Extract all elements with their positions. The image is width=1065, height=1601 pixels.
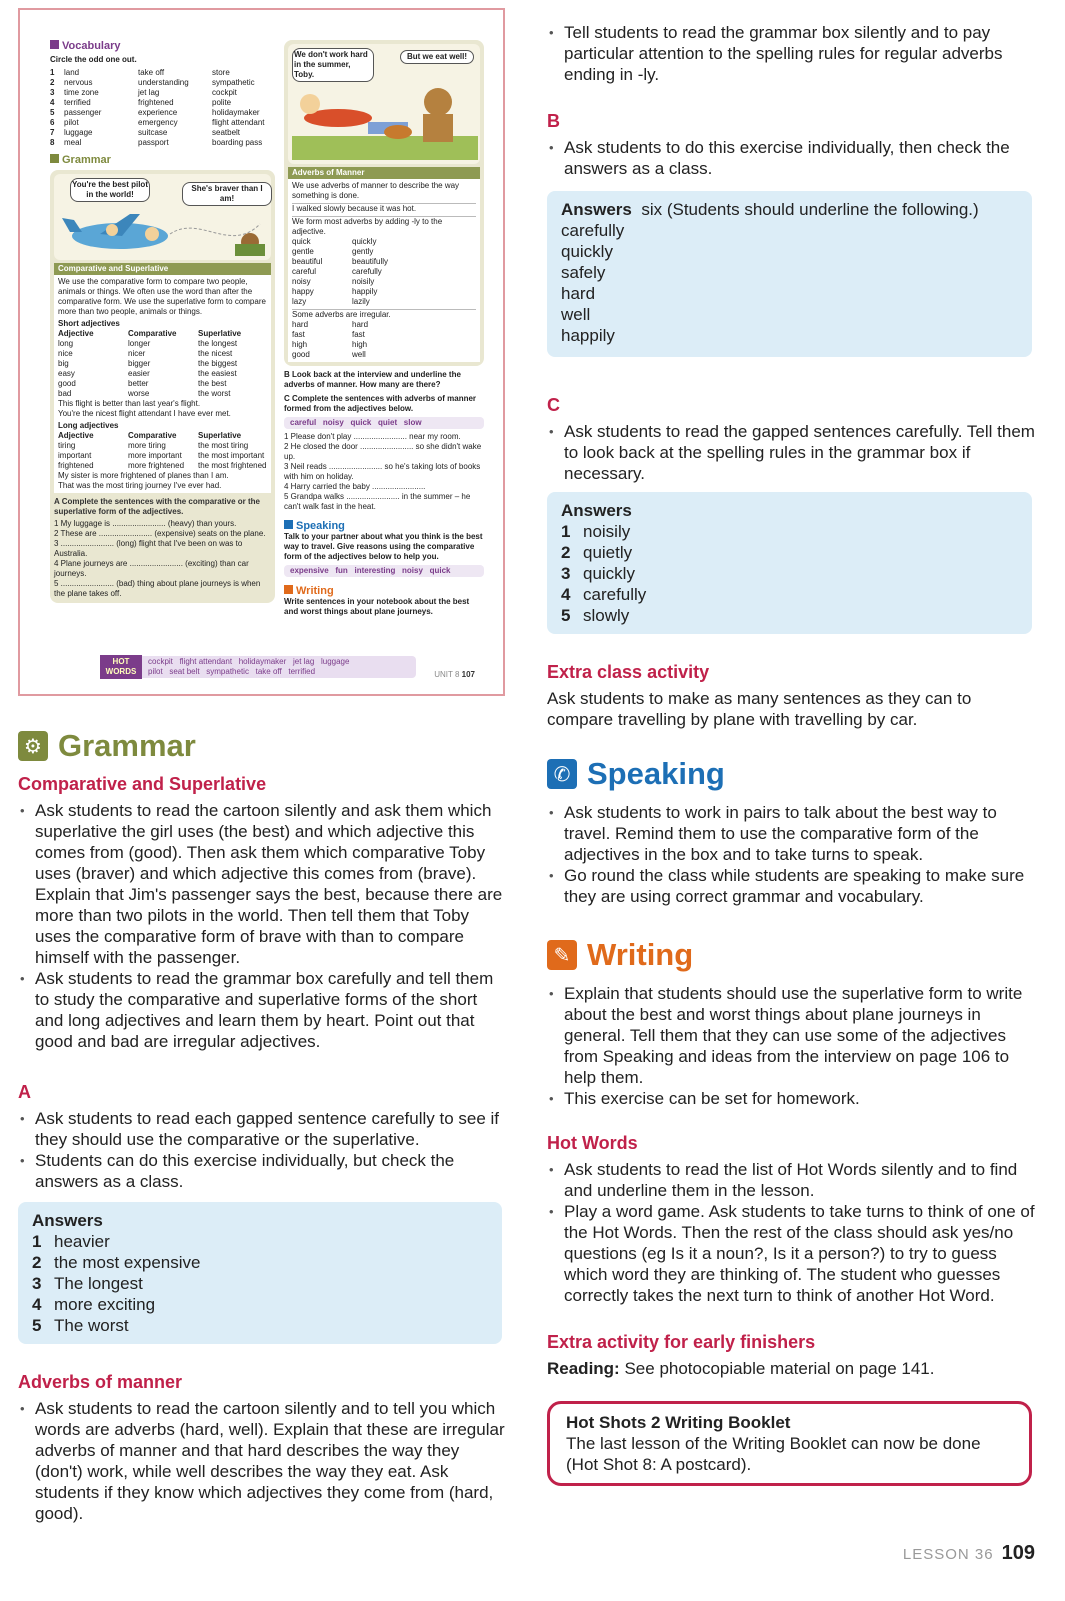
vocab-cell: seatbelt (212, 128, 241, 137)
grammar-section-title: ⚙ Grammar (18, 728, 508, 764)
thumb-ex-a-title: A Complete the sentences with the comparative or the superlative form of the adjectives. (54, 497, 260, 516)
vocab-cell: passenger (64, 108, 102, 117)
comparative-subheading: Comparative and Superlative (18, 774, 267, 794)
answer-row (561, 605, 1018, 626)
thumb-comp-bar: Comparative and Superlative (54, 263, 271, 275)
vocab-cell: understanding (138, 78, 189, 87)
table-cell: longer (128, 339, 151, 348)
vocab-cell: 2 (50, 78, 55, 87)
answer-text: noisily (583, 522, 631, 541)
thumb-adverbs-panel (284, 40, 484, 366)
answer-row (561, 521, 1018, 542)
table-row (292, 320, 476, 330)
table-cell: bigger (128, 359, 151, 368)
table-cell: the longest (198, 339, 238, 348)
table-cell: the most important (198, 451, 265, 460)
thumb-speaking-title: Speaking (284, 520, 484, 532)
table-cell: worse (128, 389, 150, 398)
thumb-short-ex1: This flight is better than last year's flight. (58, 399, 201, 408)
answer-row (32, 1231, 488, 1252)
student-page-thumbnail (18, 8, 505, 696)
speech-bubble-work: We don't work hard in the summer, Toby. (292, 48, 374, 82)
table-cell: more tiring (128, 441, 166, 450)
exercise-a-bullets (18, 1108, 508, 1192)
answer-row (32, 1294, 488, 1315)
answer-number: 5 (32, 1316, 42, 1335)
early-finishers-title: Extra activity for early finishers (547, 1332, 816, 1352)
exercise-c-bullets (547, 421, 1035, 484)
thumb-ex-c-items (284, 432, 484, 512)
vocab-cell: polite (212, 98, 232, 107)
bullet-item: • Explain that students should use the superlative form to write about the best and worst things about plane journeys in general. Tell them that they can use some of the adjectives from Speaking and ideas from the interview on page 106 to help them. (547, 983, 1035, 1088)
thumb-grammar-panel (50, 170, 275, 603)
table-row (58, 339, 267, 349)
answer-row: well (561, 305, 591, 324)
vocab-cell: nervous (64, 78, 93, 87)
table-cell: nicer (128, 349, 146, 358)
exercise-item: 2 These are ........................ (expensive) seats on the plane. (54, 529, 266, 538)
vocab-cell: sympathetic (212, 78, 255, 87)
vocab-row (50, 128, 275, 138)
writing-section-title: ✎ Writing (547, 937, 1035, 973)
table-cell: the easiest (198, 369, 237, 378)
answer-row (32, 1315, 488, 1336)
speech-bubble-pilot: You're the best pilot in the world! (70, 178, 150, 202)
bullet-item: • Tell students to read the grammar box silently and to pay particular attention to the spelling rules for regular adverbs ending in -ly. (547, 22, 1035, 85)
bullet-item: • Ask students to read the cartoon silently and ask them which superlative the girl uses (the best) and which adjective this comes from (good). Then ask them which comparative Toby uses (braver) and which adjective this comes from (brave). Explain that Jim's passenger says the best, because there are more than two pilots in the world. Then tell them that Toby uses the comparative form of brave with than to compare himself with the passenger. (18, 800, 508, 968)
vocab-cell: pilot (64, 118, 79, 127)
table-cell: noisy (292, 277, 311, 286)
answer-number: 3 (561, 564, 571, 583)
vocab-row (50, 88, 275, 98)
table-cell: well (352, 350, 366, 359)
vocab-row (50, 138, 275, 148)
table-cell: high (352, 340, 368, 349)
exercise-a-label: A (18, 1082, 31, 1102)
thumb-long-ex1: My sister is more frightened of planes than I am. (58, 471, 229, 480)
vocab-cell: land (64, 68, 80, 77)
bullet-item: • Ask students to read the gapped sentences carefully. Tell them to look back at the spelling rules in the grammar box if necessary. (547, 421, 1035, 484)
thumb-speaking-text: Talk to your partner about what you think is the best way to travel. Give reasons using the comparative form of the adjectives below to help you. (284, 532, 483, 561)
vocab-cell: experience (138, 108, 178, 117)
thumb-hot-label: HOT WORDS (100, 655, 142, 679)
answer-number: 1 (561, 522, 571, 541)
thumb-vocab-list (50, 68, 275, 148)
vocab-cell: take off (138, 68, 165, 77)
answer-row: happily (561, 326, 615, 345)
thumb-grammar-title: Grammar (50, 154, 275, 166)
page-footer (903, 1542, 1035, 1565)
left-column (18, 728, 508, 1524)
exercise-item: 2 He closed the door ........................ so she didn't wake up. (284, 442, 482, 461)
answer-number: 2 (561, 543, 571, 562)
exercise-b-bullets (547, 137, 1035, 179)
answer-text: more exciting (54, 1295, 156, 1314)
answer-number: 4 (32, 1295, 42, 1314)
table-cell: lazily (352, 297, 370, 306)
thumb-left-column (50, 40, 275, 603)
vocab-cell: 3 (50, 88, 55, 97)
thumb-long-headers: Adjective Comparative Superlative (58, 431, 242, 440)
table-cell: beautiful (292, 257, 323, 266)
answer-text: the most expensive (54, 1253, 201, 1272)
table-cell: the worst (198, 389, 231, 398)
hot-words-bullets (547, 1159, 1035, 1306)
vocab-row (50, 108, 275, 118)
vocab-cell: suitcase (138, 128, 168, 137)
table-cell: the most tiring (198, 441, 249, 450)
thumb-adv-rows (292, 237, 476, 307)
bullet-item: • Ask students to work in pairs to talk about the best way to travel. Remind them to use the comparative form of the adjectives in the box and to take turns to speak. (547, 802, 1035, 865)
exercise-item: 1 My luggage is ........................ (heavy) than yours. (54, 519, 237, 528)
comparative-bullets (18, 800, 508, 1052)
answer-row (32, 1252, 488, 1273)
thumb-long-rows (58, 441, 267, 471)
table-cell: beautifully (352, 257, 389, 266)
answer-row (561, 563, 1018, 584)
exercise-item: 4 Plane journeys are ........................ (exciting) than car journeys. (54, 559, 249, 578)
table-cell: high (292, 340, 308, 349)
table-cell: quick (292, 237, 311, 246)
speaking-icon (284, 520, 293, 529)
table-row (292, 277, 476, 287)
pencil-icon: ✎ (547, 940, 577, 970)
table-cell: careful (292, 267, 317, 276)
thumb-adv-intro: We use adverbs of manner to describe the way something is done. (292, 181, 460, 200)
answer-number: 1 (32, 1232, 42, 1251)
booklet-title: Hot Shots 2 Writing Booklet (566, 1413, 791, 1432)
thumb-speaking-words: expensive fun interesting noisy quick (284, 565, 484, 577)
vocab-row (50, 78, 275, 88)
thumb-hot-list: cockpit flight attendant holidaymaker jet lag luggage pilot seat belt sympathetic take off terrified (148, 657, 350, 676)
answer-text: quietly (583, 543, 633, 562)
table-cell: lazy (292, 297, 307, 306)
table-row (58, 369, 267, 379)
table-cell: nice (58, 349, 73, 358)
vocab-cell: store (212, 68, 230, 77)
speaking-bullets (547, 802, 1035, 907)
exercise-c-label: C (547, 395, 560, 415)
vocab-row (50, 68, 275, 78)
table-row (58, 389, 267, 399)
vocab-cell: jet lag (138, 88, 160, 97)
vocab-cell: luggage (64, 128, 93, 137)
table-row (292, 350, 476, 360)
thumb-adv-irreg: Some adverbs are irregular. (292, 309, 476, 320)
early-finishers-text: Reading: See photocopiable material on page 141. (547, 1359, 935, 1378)
table-cell: frightened (58, 461, 94, 470)
thumb-comp-intro: We use the comparative form to compare two people, animals or things. We often use the word than after the comparative form. We use the superlative form to compare more than two people, animals or things. (58, 277, 266, 316)
bullet-item: • Ask students to do this exercise individually, then check the answers as a class. (547, 137, 1035, 179)
right-column (547, 22, 1035, 1486)
table-cell: noisily (352, 277, 375, 286)
answer-text: heavier (54, 1232, 110, 1251)
adverbs-subheading: Adverbs of manner (18, 1372, 183, 1392)
thumb-vocab-title: Vocabulary (50, 40, 275, 53)
table-row (292, 340, 476, 350)
exercise-item: 5 Grandpa walks ........................ in the summer – he can't walk fast in the heat. (284, 492, 471, 511)
vocab-cell: terrified (64, 98, 91, 107)
answer-number: 2 (32, 1253, 42, 1272)
table-cell: quickly (352, 237, 377, 246)
table-row (58, 451, 267, 461)
table-cell: easier (128, 369, 150, 378)
table-row (58, 349, 267, 359)
answer-row (32, 1273, 488, 1294)
booklet-text: The last lesson of the Writing Booklet can now be done (Hot Shot 8: A postcard). (566, 1434, 981, 1474)
answer-text: The longest (54, 1274, 143, 1293)
answer-text: The worst (54, 1316, 129, 1335)
vocab-cell: flight attendant (212, 118, 265, 127)
exercise-c-answers: Answers 1 noisily 2 quietly 3 quickly 4 carefully 5 slowly (547, 492, 1032, 634)
thumb-long-label: Long adjectives (58, 421, 119, 430)
hot-words-title: Hot Words (547, 1133, 638, 1153)
table-cell: hard (292, 320, 309, 329)
table-cell: the best (198, 379, 227, 388)
exercise-item: 5 ........................ (bad) thing about plane journeys is when the plane takes off. (54, 579, 261, 598)
answer-number: 3 (32, 1274, 42, 1293)
thumb-short-headers: Adjective Comparative Superlative (58, 329, 242, 338)
thumb-comp-table (54, 275, 271, 493)
table-row (58, 461, 267, 471)
thumb-adv-ex: I walked slowly because it was hot. (292, 203, 476, 214)
thumb-hot-words-bar (100, 656, 416, 678)
grammar-box-bullets (547, 22, 1035, 85)
answer-row: carefully (561, 221, 625, 240)
vocab-cell: emergency (138, 118, 178, 127)
table-row (292, 297, 476, 307)
table-cell: happy (292, 287, 314, 296)
table-cell: better (128, 379, 149, 388)
table-cell: long (58, 339, 74, 348)
speech-bubble-eat: But we eat well! (400, 50, 474, 64)
table-cell: the nicest (198, 349, 233, 358)
exercise-item: 1 Please don't play ........................ near my room. (284, 432, 461, 441)
table-row (58, 359, 267, 369)
vocab-cell: 5 (50, 108, 55, 117)
thumb-writing-title: Writing (284, 585, 484, 597)
bullet-item: • Play a word game. Ask students to take turns to think of one of the Hot Words. Then the rest of the class should ask yes/no questions (eg Is it a noun?, Is it a person?) to try to guess which word they are thinking of. The student who guesses correctly takes the next turn to think of another Hot Word. (547, 1201, 1035, 1306)
answer-row (561, 584, 1018, 605)
table-cell: hard (352, 320, 369, 329)
table-cell: happily (352, 287, 378, 296)
answer-number: 5 (561, 606, 571, 625)
vocab-icon (50, 40, 59, 49)
table-cell: carefully (352, 267, 382, 276)
vocab-cell: 8 (50, 138, 55, 147)
thumb-short-ex2: You're the nicest flight attendant I have ever met. (58, 409, 231, 418)
vocab-cell: time zone (64, 88, 99, 97)
bullet-item: • This exercise can be set for homework. (547, 1088, 1035, 1109)
thumb-ex-a-items (54, 519, 271, 599)
thumb-adv-rule: We form most adverbs by adding -ly to the adjective. (292, 216, 476, 237)
thumb-short-rows (58, 339, 267, 399)
bullet-item: • Students can do this exercise individually, but check the answers as a class. (18, 1150, 508, 1192)
thumb-long-ex2: That was the most tiring journey I've ever had. (58, 481, 222, 490)
thumb-adv-bar: Adverbs of Manner (288, 167, 480, 179)
writing-icon (284, 585, 293, 594)
picnic-illustration (288, 74, 484, 162)
vocab-cell: 7 (50, 128, 55, 137)
table-cell: bad (58, 389, 72, 398)
table-row (292, 237, 476, 247)
table-cell: tiring (58, 441, 76, 450)
answer-text: quickly (583, 564, 635, 583)
vocab-cell: 1 (50, 68, 55, 77)
table-row (292, 267, 476, 277)
speaking-section-title: ✆ Speaking (547, 756, 1035, 792)
bullet-item: • Ask students to read the cartoon silently and to tell you which words are adverbs (hard, well). Explain that these are irregular adverbs of manner and that hard describes the way they (don't) work, while well describes the way they eat. Ask students if they know which adjectives they come from (hard, good). (18, 1398, 508, 1524)
vocab-cell: frightened (138, 98, 174, 107)
answer-text: slowly (583, 606, 630, 625)
thumb-ex-b-title: B Look back at the interview and underline the adverbs of manner. How many are there? (284, 370, 461, 389)
vocab-cell: passport (138, 138, 169, 147)
answer-text: carefully (583, 585, 647, 604)
table-row (58, 379, 267, 389)
gear-icon: ⚙ (18, 731, 48, 761)
vocab-cell: holidaymaker (212, 108, 260, 117)
exercise-item: 4 Harry carried the baby ........................ (284, 482, 426, 491)
table-row (292, 330, 476, 340)
thumb-adv-irreg-rows (292, 320, 476, 360)
vocab-row (50, 118, 275, 128)
table-row (58, 441, 267, 451)
speech-bubble-brave: She's braver than I am! (182, 182, 272, 206)
table-cell: big (58, 359, 69, 368)
page-number: 109 (1001, 1542, 1035, 1564)
table-cell: the biggest (198, 359, 238, 368)
vocab-cell: 6 (50, 118, 55, 127)
thumb-ex-c-words: careful noisy quick quiet slow (284, 417, 484, 429)
table-cell: good (292, 350, 310, 359)
plane-illustration (60, 204, 270, 258)
answer-row (561, 542, 1018, 563)
vocab-cell: 4 (50, 98, 55, 107)
exercise-b-label: B (547, 111, 560, 131)
thumb-cartoon-picnic (288, 44, 480, 164)
table-row (292, 257, 476, 267)
vocab-cell: cockpit (212, 88, 237, 97)
table-cell: gentle (292, 247, 314, 256)
table-cell: the most frightened (198, 461, 267, 470)
table-cell: important (58, 451, 92, 460)
thumb-adv-table (288, 179, 480, 362)
bullet-item: • Go round the class while students are speaking to make sure they are using correct grammar and vocabulary. (547, 865, 1035, 907)
vocab-cell: boarding pass (212, 138, 263, 147)
adverbs-bullets (18, 1398, 508, 1524)
table-cell: easy (58, 369, 75, 378)
table-row (292, 287, 476, 297)
thumb-short-label: Short adjectives (58, 319, 120, 328)
extra-activity-title: Extra class activity (547, 662, 710, 682)
thumb-cartoon-plane (54, 174, 271, 260)
table-cell: fast (292, 330, 305, 339)
table-cell: good (58, 379, 76, 388)
table-cell: more important (128, 451, 182, 460)
table-cell: more frightened (128, 461, 185, 470)
extra-activity-text: Ask students to make as many sentences as they can to compare travelling by plane with travelling by car. (547, 689, 972, 729)
answer-row: safely (561, 263, 606, 282)
answer-row: quickly (561, 242, 613, 261)
exercise-item: 3 Neil reads ........................ so he's taking lots of books with him on holiday. (284, 462, 481, 481)
vocab-row (50, 98, 275, 108)
thumb-right-column (284, 40, 484, 617)
thumb-vocab-instruction: Circle the odd one out. (50, 55, 137, 64)
exercise-a-answers: Answers 1 heavier 2 the most expensive 3 The longest 4 more exciting 5 The worst (18, 1202, 502, 1344)
bullet-item: • Ask students to read the grammar box carefully and tell them to study the comparative and superlative forms of the short and long adjectives and learn them by heart. Point out that good and bad are irregular adjectives. (18, 968, 508, 1052)
answer-row: hard (561, 284, 596, 303)
lesson-label: LESSON 36 (902, 1546, 994, 1563)
answer-number: 4 (561, 585, 571, 604)
thumb-writing-text: Write sentences in your notebook about the best and worst things about plane journeys. (284, 597, 470, 616)
exercise-b-answers: Answers six (Students should underline the following.) carefully quickly safely hard well happily (547, 191, 1032, 357)
grammar-icon (50, 154, 59, 163)
vocab-cell: meal (64, 138, 82, 147)
bullet-item: • Ask students to read the list of Hot Words silently and to find and underline them in the lesson. (547, 1159, 1035, 1201)
bullet-item: • Ask students to read each gapped sentence carefully to see if they should use the comparative or the superlative. (18, 1108, 508, 1150)
writing-booklet-box (547, 1401, 1032, 1486)
table-row (292, 247, 476, 257)
table-cell: fast (352, 330, 365, 339)
thumb-page-number: UNIT 8 107 (434, 670, 475, 679)
thumb-ex-c-title: C Complete the sentences with adverbs of manner formed from the adjectives below. (284, 394, 477, 413)
speech-bubble-icon: ✆ (547, 759, 577, 789)
table-cell: gently (352, 247, 374, 256)
writing-bullets (547, 983, 1035, 1109)
exercise-item: 3 ........................ (long) flight that I've been on was to Australia. (54, 539, 243, 558)
